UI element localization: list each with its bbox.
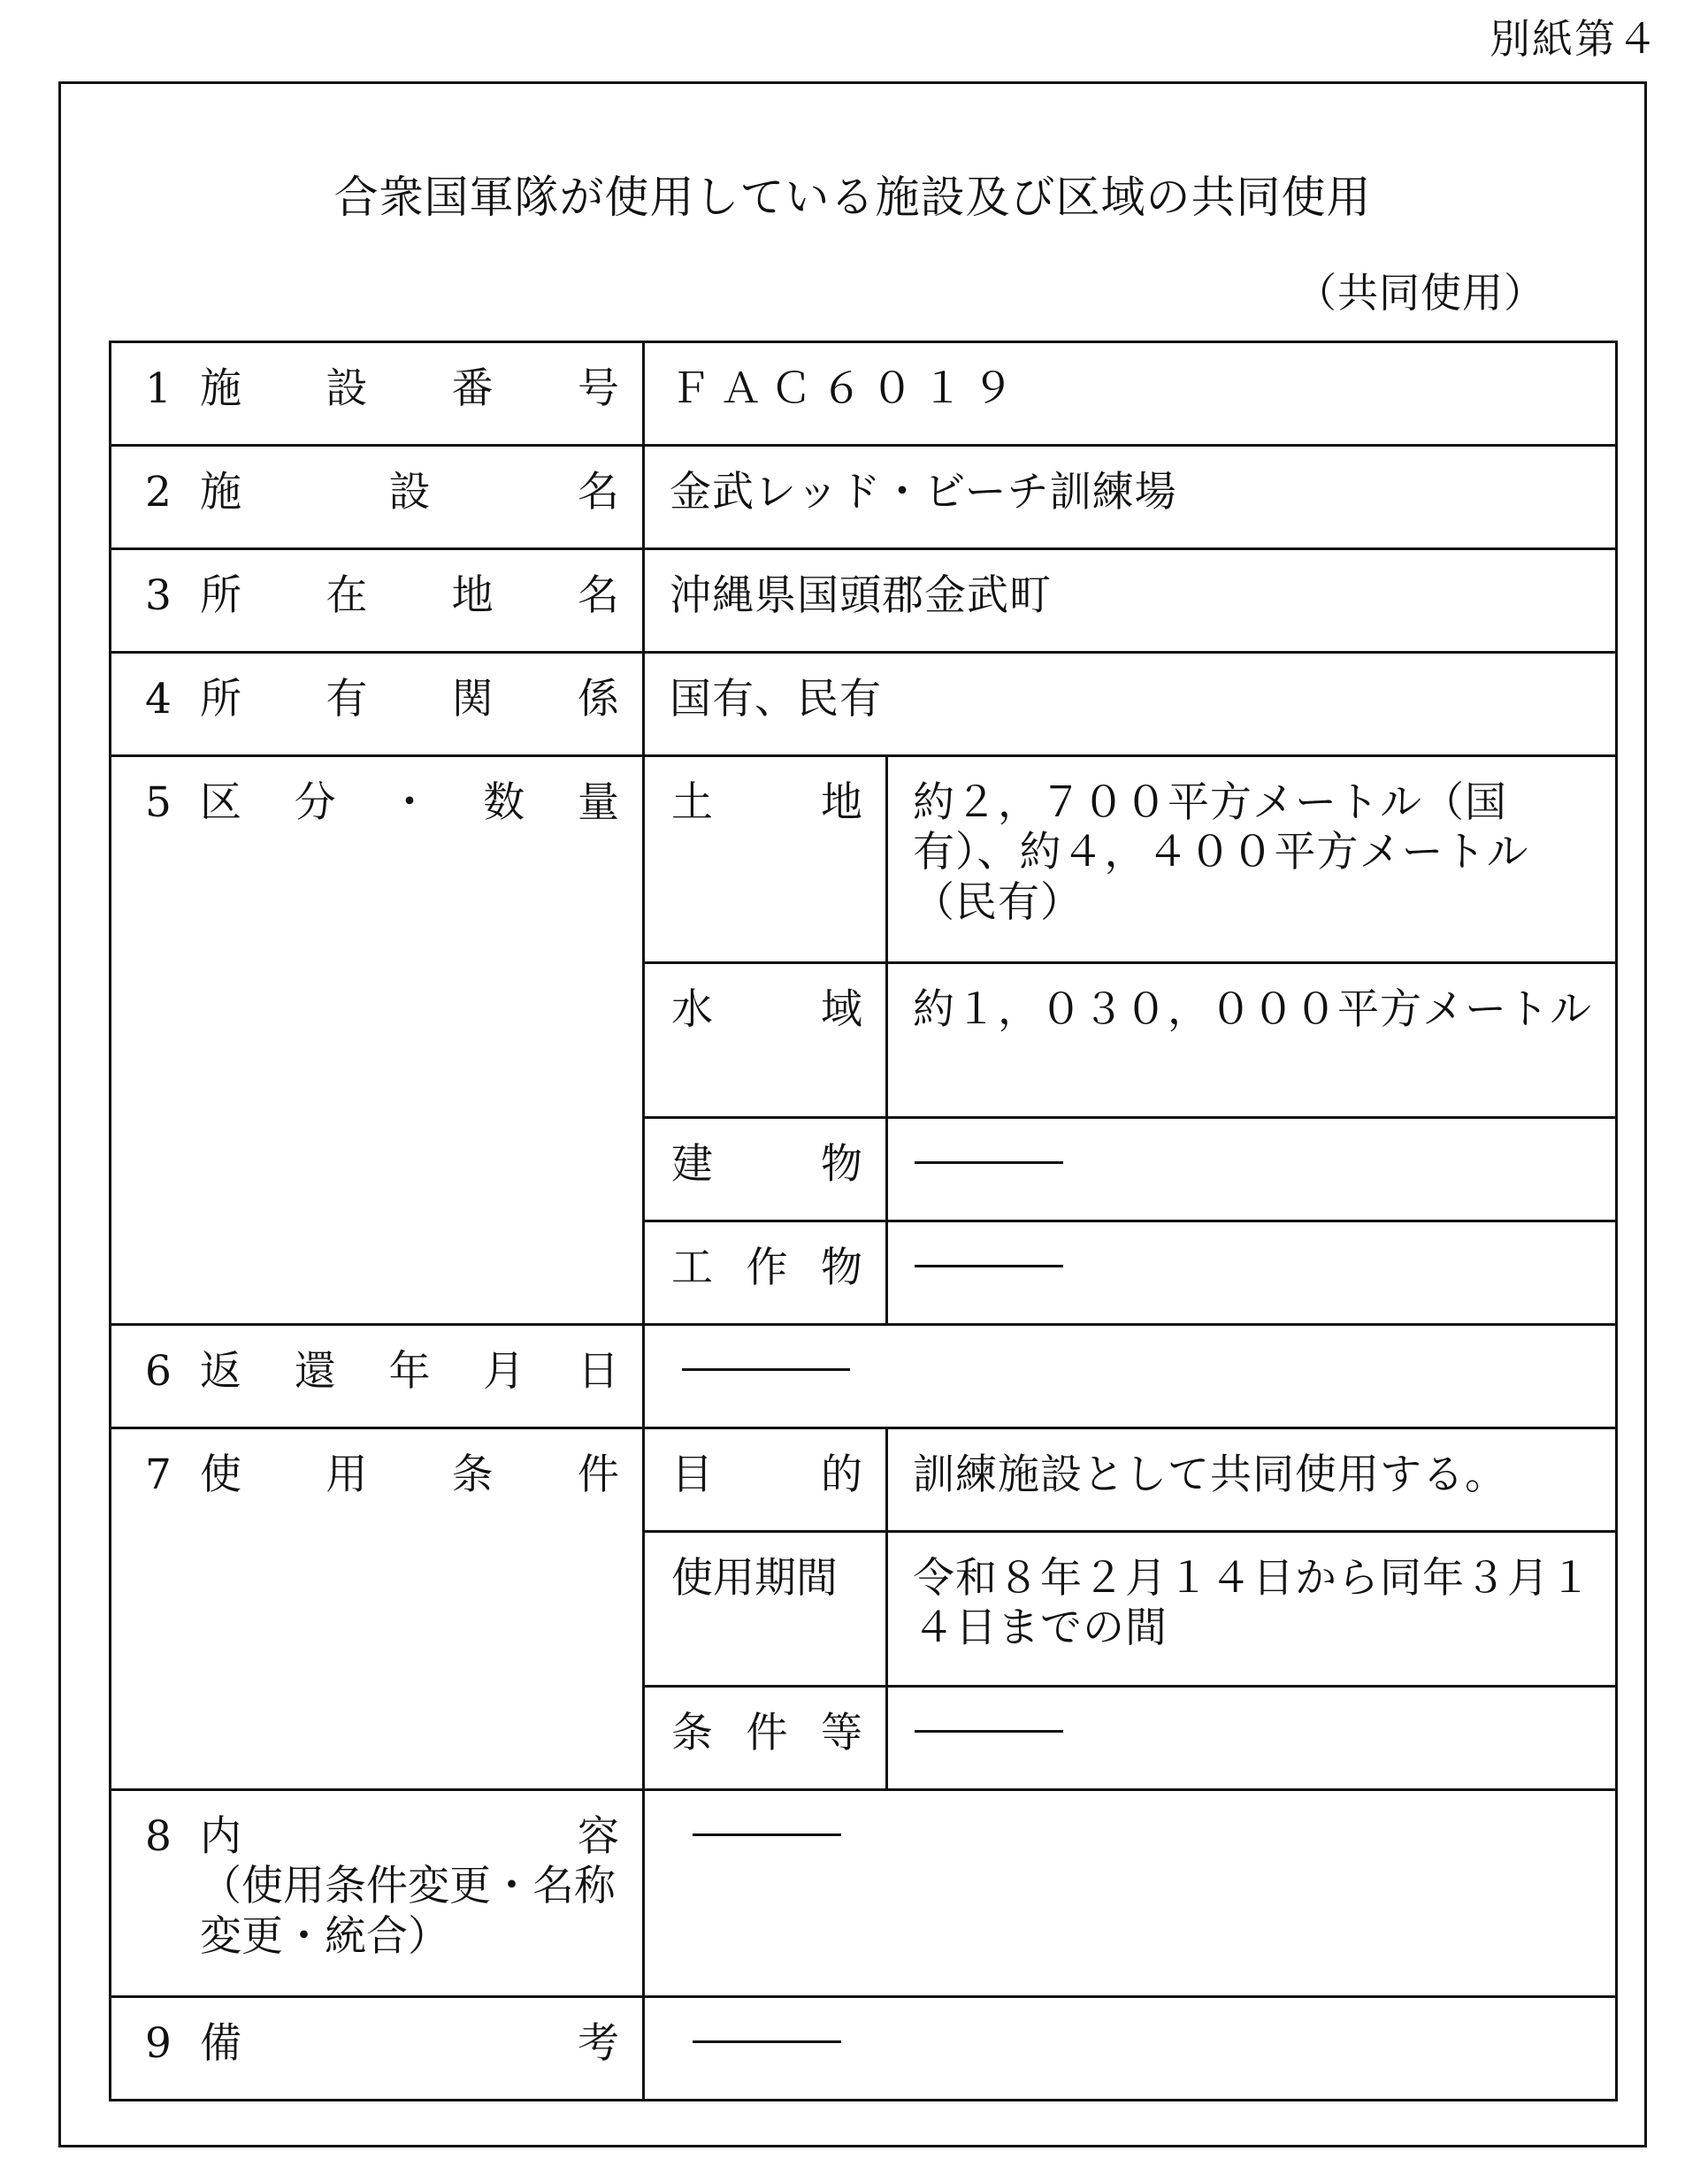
sublabel-cell — [644, 756, 887, 963]
label-char: 区 — [200, 778, 241, 827]
sublabel-char: 物 — [821, 1244, 862, 1292]
label-cell — [111, 549, 644, 653]
label-char: 数 — [483, 778, 525, 827]
sublabel-cell — [644, 1221, 887, 1325]
label-char: ・ — [388, 778, 431, 827]
value-cell — [644, 1790, 1617, 1997]
row-facility-name — [111, 446, 1617, 549]
label-char: 月 — [483, 1347, 525, 1396]
row-number: 7 — [145, 1451, 172, 1499]
label-char: 内 — [200, 1812, 241, 1861]
water-area-value: 約１，０３０，０００平方メートル — [913, 985, 1592, 1034]
label-char: 用 — [326, 1451, 368, 1499]
sublabel-cell — [644, 1687, 887, 1790]
label-char: 返 — [200, 1347, 241, 1396]
row-ownership — [111, 653, 1617, 756]
label-char: 有 — [326, 675, 368, 723]
label-cell — [111, 446, 644, 549]
label-char: 備 — [200, 2019, 241, 2068]
value-cell — [644, 342, 1617, 446]
value-cell — [644, 1325, 1617, 1428]
sublabel-cell — [644, 1532, 887, 1687]
facility-name-value: 金武レッド・ビーチ訓練場 — [670, 468, 1177, 517]
dash-line — [915, 1161, 1063, 1164]
label-char: 関 — [451, 675, 494, 723]
label-char: 設 — [326, 364, 368, 413]
period-value: 令和８年２月１４日から同年３月１４日までの間 — [913, 1554, 1592, 1653]
annex-label: 別紙第４ — [1490, 15, 1659, 63]
value-cell — [644, 446, 1617, 549]
sublabel-char: 等 — [821, 1709, 862, 1757]
row-number: 1 — [145, 364, 172, 413]
value-cell — [887, 1221, 1617, 1325]
sublabel-char: 土 — [671, 778, 713, 827]
value-cell — [887, 1428, 1617, 1532]
facility-number-value: ＦＡＣ６０１９ — [670, 364, 1023, 413]
label-char: 考 — [578, 2019, 619, 2068]
row-category-land — [111, 756, 1617, 963]
row-facility-number — [111, 342, 1617, 446]
label-char: 名 — [578, 468, 619, 517]
row-number: 6 — [145, 1347, 172, 1396]
row-conditions-purpose — [111, 1428, 1617, 1532]
label-cell — [111, 342, 644, 446]
sublabel-char: 件 — [746, 1709, 788, 1757]
label-cell — [111, 1997, 644, 2101]
label-char: 地 — [451, 571, 494, 620]
label-char: 号 — [577, 364, 619, 413]
facility-table — [109, 341, 1618, 2101]
dash-line — [693, 1833, 841, 1836]
value-cell — [887, 1118, 1617, 1221]
value-cell — [887, 1532, 1617, 1687]
row-number: 4 — [145, 675, 172, 723]
dash-line — [682, 1368, 850, 1371]
dash-line — [693, 2040, 841, 2043]
content-sublabel: （使用条件変更・名称変更・統合） — [200, 1862, 616, 1961]
label-char: 件 — [577, 1451, 619, 1499]
row-remarks — [111, 1997, 1617, 2101]
purpose-value: 訓練施設として共同使用する。 — [913, 1451, 1507, 1499]
label-char: 在 — [326, 571, 368, 620]
value-cell — [644, 1997, 1617, 2101]
label-char: 番 — [451, 364, 494, 413]
label-char: 量 — [578, 778, 619, 827]
sublabel-char: 水 — [671, 985, 713, 1034]
label-char: 所 — [200, 571, 241, 620]
label-char: 還 — [294, 1347, 336, 1396]
sublabel-char: 条 — [671, 1709, 713, 1757]
label-cell — [111, 1790, 644, 1997]
dash-line — [915, 1730, 1063, 1733]
label-char: 年 — [388, 1347, 431, 1396]
sublabel-char: 物 — [821, 1140, 862, 1189]
label-char: 条 — [451, 1451, 494, 1499]
location-value: 沖縄県国頭郡金武町 — [670, 571, 1052, 620]
label-cell — [111, 1428, 644, 1790]
row-number: 2 — [145, 468, 172, 517]
label-char: 日 — [578, 1347, 619, 1396]
dash-line — [915, 1265, 1063, 1267]
row-number: 3 — [145, 571, 172, 620]
land-area-value: 約２，７００平方メートル（国有）、約４，４００平方メートル（民有） — [913, 778, 1529, 927]
value-cell — [887, 756, 1617, 963]
sublabel-char: 地 — [821, 778, 862, 827]
document-title: 合衆国軍隊が使用している施設及び区域の共同使用 — [333, 172, 1372, 223]
sublabel-cell — [644, 1118, 887, 1221]
label-char: 分 — [294, 778, 336, 827]
label-char: 使 — [200, 1451, 241, 1499]
label-char: 設 — [388, 468, 431, 517]
sublabel-char: 工 — [671, 1244, 713, 1292]
row-number: 8 — [145, 1812, 172, 1861]
value-cell — [887, 1687, 1617, 1790]
label-cell — [111, 1325, 644, 1428]
label-char: 所 — [200, 675, 241, 723]
document-subtitle: （共同使用） — [1296, 269, 1545, 317]
label-char: 名 — [577, 571, 619, 620]
ownership-value: 国有、民有 — [670, 675, 882, 723]
label-char: 係 — [577, 675, 619, 723]
row-location — [111, 549, 1617, 653]
sublabel-text: 使用期間 — [671, 1554, 838, 1603]
sublabel-cell — [644, 1428, 887, 1532]
row-number: 5 — [145, 778, 172, 827]
sublabel-cell — [644, 963, 887, 1118]
sublabel-char: 目 — [671, 1451, 713, 1499]
label-cell — [111, 653, 644, 756]
row-number: 9 — [145, 2019, 172, 2068]
label-char: 容 — [578, 1812, 619, 1861]
value-cell — [887, 963, 1617, 1118]
sublabel-char: 的 — [821, 1451, 862, 1499]
row-return-date — [111, 1325, 1617, 1428]
sublabel-char: 作 — [746, 1244, 788, 1292]
document-frame — [58, 81, 1647, 2147]
label-cell — [111, 756, 644, 1325]
sublabel-char: 建 — [671, 1140, 713, 1189]
value-cell — [644, 653, 1617, 756]
sublabel-char: 域 — [821, 985, 862, 1034]
row-content — [111, 1790, 1617, 1997]
value-cell — [644, 549, 1617, 653]
label-char: 施 — [200, 468, 241, 517]
label-char: 施 — [200, 364, 241, 413]
